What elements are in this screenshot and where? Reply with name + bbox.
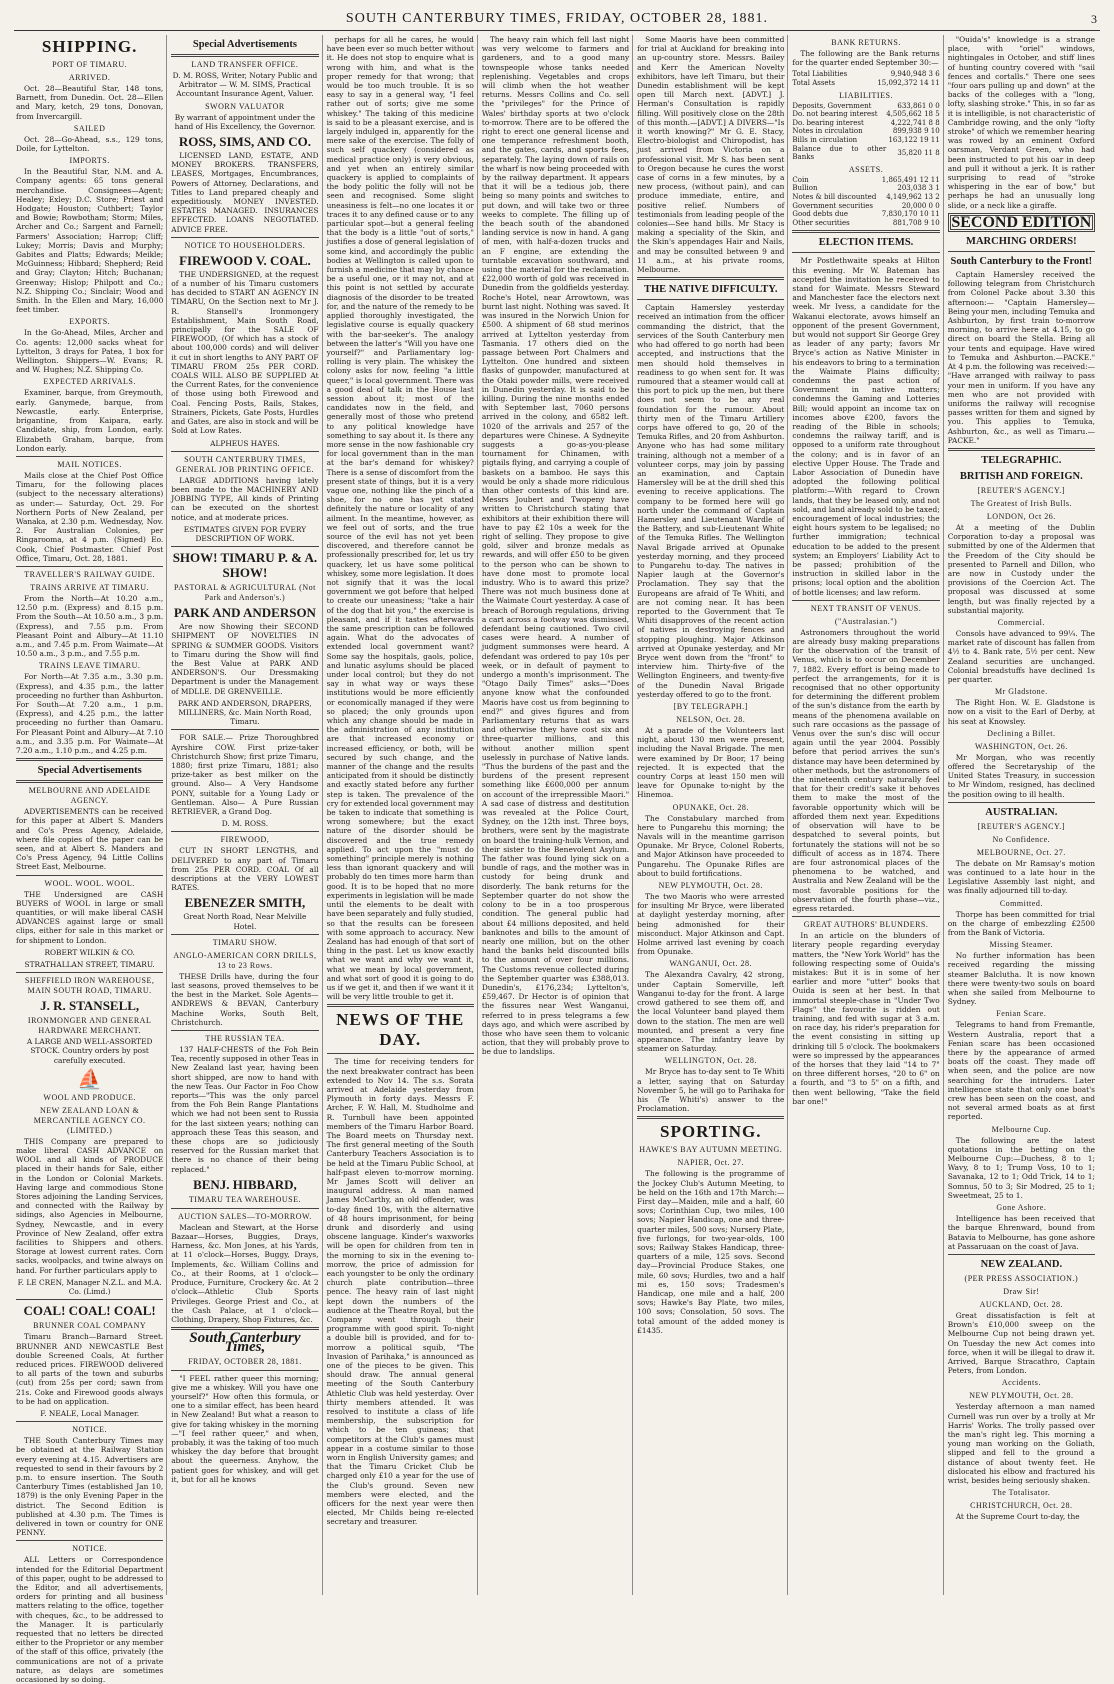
firewood-text: THE UNDERSIGNED, at the request of a number of his Timaru customers has decided to START AN AGENCY IN TIMARU, On the Section next to Mr J. R. Stansell's Ironmongery Establishment, Main South Road, principally for the SALE OF FIREWOOD, (Of which has a stock of about 100,000 cords) and will deliver it cut in short lengths to ANY PART OF TIMARU FROM 25s PER CORD. COALS WILL ALSO BE SUPPLIED At the Current Rates, for the convenience of those using both Firewood and Coal. Fencing Posts, Rails, Stakes, Strainers, Pickets, Gate Posts, Hurdles and Gates, are also in stock and will be Sold at Low Rates. (171, 269, 319, 436)
bank-returns-intro: The following are the Bank returns for the quarter ended September 30:— (792, 49, 940, 68)
row-value: 163,122 19 11 (888, 135, 940, 144)
new-zealand-heading: NEW ZEALAND. (980, 1258, 1063, 1270)
job-printing-text: LARGE ADDITIONS having lately been made to the MACHINERY AND JOBBING TYPE, All kinds of Printing can be executed on the shortest notice, and at moderate prices. (171, 475, 319, 522)
stansell-text: A LARGE AND WELL-ASSORTED STOCK. Country orders by post carefully executed. (26, 1037, 153, 1065)
subheading: Fenian Scare. (996, 1009, 1047, 1019)
imports-heading: IMPORTS. (69, 156, 110, 166)
authors-blunders-text: In an article on the blunders of literary people regarding everyday matters, the "New York World" has the following respecting some of Ouida's mistakes: But it is in some of her earlier and more "utter" books that Ouida is seen at her best. In that immortal steeple-chase in "Under Two Flags" the favourite is ridden out training, and fed with sugar at 3 a.m. on race day, his rider's preparation for the event consisting in sitting up drinking till 5 o'clock. The bookmakers were so impressed by the appearances of the horses that they laid "14 to 7" on three different horses, "20 to 6" on a fourth, and "3 to 5" on a fifth, and then went bellowing, "Take the field bar one!" (792, 931, 940, 1106)
row-value: 899,938 9 10 (892, 127, 940, 136)
venus-source: ("Australasian.") (834, 616, 898, 626)
dispatch-text: No further information has been received regarding the missing steamer Balclutha. It is now known there were twenty-two souls on board when she sailed from Melbourne to Sydney. (947, 951, 1095, 1007)
row-label: Total Assets (792, 79, 835, 87)
row-label: Balance due to other Banks (792, 144, 887, 162)
brunner-signature: F. NEALE, Local Manager. (40, 1408, 140, 1418)
divider (16, 1299, 163, 1300)
expected-heading: EXPECTED ARRIVALS. (43, 377, 136, 387)
dispatch-text: At the Supreme Court to-day, the (955, 1512, 1080, 1522)
authors-continued-text: "Ouida's" knowledge is a strange place, with "oriel" windows, nightingales in October, and stiff lines of hunting country covered with "sail fences and cortalls." There one sees "four oars pulling up and down" at the backs of the colleges with a "long, lofty, slashing stroke." This, in so far as it is intelligible, is not characteristic of Cambridge rowing, and the only "lofty stroke" of which we remember hearing was rowed by an eminent Oxford oarsman, Verdant Green, who had been instructed to put his oar in deep and pull it without a jerk. It is rather surprising to read of "stroke whispering in the ear of bow," but perhaps he had an unusually long slide, or a neck like a giraffe. (947, 35, 1095, 210)
wilkin-address: STRATHALLAN STREET, TIMARU. (24, 960, 155, 970)
nzloan-signature: F. LE CREN, Manager N.Z.L. and M.A. Co. (Limd.) (17, 1277, 162, 1297)
dispatch-text: Telegrams to hand from Fremantle, Western Australia, report that a Fenian scare has been occasioned there by the appearance of armed boats off the coast. They made off when seen, and the police are now searching for the intruders. Later intelligence state that only one boat's crew has been seen on the coast, and not several armed boats as at first reported. (947, 1020, 1095, 1122)
divider (792, 252, 939, 253)
dateline: NELSON, Oct. 28. (676, 715, 746, 725)
column-7 (948, 35, 1098, 1595)
arrived-heading: ARRIVED. (68, 73, 111, 82)
brunner-text: Timaru Branch—Barnard Street. BRUNNER AND NEWCASTLE Best double Screened Coals, At further reduced prices. FIREWOOD delivered to all parts of the town and suburbs (cut) from 25s per cord; sawn from 21s. Coke and Firewood goods always to be had on application. (16, 1332, 164, 1406)
rail-leave-heading: TRAINS LEAVE TIMARU. (38, 661, 141, 671)
brunner-heading: BRUNNER COAL COMPANY (33, 1321, 147, 1331)
columns (14, 35, 1100, 1684)
dateline: MELBOURNE, Oct. 27. (976, 847, 1066, 857)
park-anderson-signature: PARK AND ANDERSON, DRAPERS, MILLINERS, &c. Main North Road, Timaru. (178, 698, 312, 727)
hawkes-bay-heading: HAWKE'S BAY AUTUMN MEETING. (639, 1145, 783, 1155)
subheading: Committed. (999, 898, 1043, 908)
divider (327, 1053, 474, 1054)
russian-tea-text: 137 HALF-CHESTS of the Foh Bein Tea, recently supposed in other Teas in New Zealand last year, having been short shipped, are now to hand with the new Teas. Our Factor in Foo Chow reports—"This was the only parcel from the Foh Bein Range Plantations which we had not been sent to Russia for the last sixteen years; nothing can approach these Teas this season, and these chops are so judiciously reserved for the Russian market that there is no chance of their being replaced." (171, 1045, 319, 1174)
dateline: WELLINGTON, Oct. 28. (664, 1056, 757, 1066)
column-5 (637, 35, 788, 1595)
divider (16, 1421, 163, 1422)
exports-heading: EXPORTS. (69, 317, 111, 327)
agency-credit: [REUTER'S AGENCY.] (977, 485, 1065, 495)
expected-text: Examiner, barque, from Greymouth, early. Ganymede, barque, from Newcastle, early. Enterprise, brigantine, from Kaipara, early. Candidate, ship, from London, early. Elizabeth Graham, barque, from London early. (16, 388, 164, 453)
wool-text: THE Undersigned are CASH BUYERS of WOOL in large or small quantities, or will make liberal CASH ADVANCES against large or small clips, either for sale in this market or for shipment to London. (16, 889, 164, 945)
marching-orders-heading: MARCHING ORDERS! (966, 236, 1077, 248)
masthead-date: FRIDAY, OCTOBER 28, 1881. (188, 1356, 302, 1366)
divider (171, 729, 318, 730)
dispatch-text: The debate on Mr Ramsay's motion was continued to a late hour in the Legislative Assembly last night, and was finally adjourned till to-day. (947, 858, 1095, 896)
divider (171, 546, 318, 547)
park-anderson-heading: PARK AND ANDERSON (173, 605, 316, 621)
timaru-show-heading: TIMARU SHOW. (212, 937, 278, 947)
sailing-ship-icon: ⛵ (77, 1066, 103, 1091)
dateline: AUCKLAND, Oct. 28. (979, 1299, 1064, 1309)
dispatch-text: At a parade of the Volunteers last night, about 130 men were present, including the Naval Brigade. The men were examined by Dr Boor, 17 being rejected. It is expected that the country Corps at least 150 men will leave for Opunake to-night by the Hinemoa. (637, 726, 785, 800)
news-continued-text: Some Maoris have been committed for trial at Auckland for breaking into an up-country store. Messrs. Bailey and Kerr the American Novelty exhibitors, have left Timaru, but their Dunedin establishment will be kept open till March next. [ADVT.] J. Herman's Consultation is rapidly filling. Will positively close on the 28th of this month.—[ADVT.] A DIVERS—"Is it worth knowing?" Mr G. E. Stacy, Electro-biologist and Chiropodist, has just arrived from Victoria on a professional visit. Mr S. has been sent to Oregon because he cures the worst case of corns in a few minutes, by a new process, (without pain), and can produce immediate, entire, and positive relief. Numbers of testimonials from leading people of the colonies—See hand bills. Mr Stacy is making a speciality of the Skin, and the Skin's appendages Hair and Nails, and may be consulted between 9 and 11 a.m., at his private rooms, Melbourne. (637, 35, 785, 275)
nzloan-heading: NEW ZEALAND LOAN & MERCANTILE AGENCY CO. (LIMITED.) (33, 1105, 146, 1135)
native-difficulty-text: Captain Hamersley yesterday received an intimation from the officer commanding the district, that the services of the South Canterbury men who had offered to go north had been accepted, and instructions that the men should hold themselves in readiness to go when sent for. It was rumoured that a steamer would call at this port to pick up the men, but there does not seem to be any real foundation for the rumour. About thirty men of the Timaru Artillery corps have offered to go, 20 of the Temuka Rifles, and 20 from Ashburton. Anyone who has had some military training, although not a member of a volunteer corps, may join by passing an examination, and Captain Hamersley will be at the drill shed this evening to receive applications. The company to be formed here will go north under the command of Captain Hamersley and Lieutenant Wardle of the Battery, and sub-Lieutenant White of the Temuka Rifles. The Wellington Naval Brigade arrived at Opunake yesterday morning, and they proceed to Pungarehu to-day. The natives in Napier laugh at the Governor's Proclamation. They say that the Europeans are afraid of Te Whiti, and are not coming near. It has been reported to the Government that Te Whiti disapproves of the recent action of natives in destroying fences and stopping ploughing. Major Atkinson arrived at Opunake yesterday, and Mr Bryce went down from the "front" to interview him. Thirty-five of the Wellington Engineers, and twenty-five of the Dunedin Naval Brigade yesterday offered to go to the front. (637, 303, 785, 699)
row-label: Good debts due (792, 210, 848, 219)
ross-sims-heading: ROSS, SIMS, AND CO. (178, 134, 312, 150)
dateline: WANGANUI, Oct. 28. (669, 959, 753, 969)
row-label: Other securities (792, 218, 850, 227)
divider (327, 1004, 474, 1007)
dispatch-text: At a meeting of the Dublin Corporation to-day a proposal was submitted by one of the Aldermen that the Freedom of the City should be presented to Parnell and Dillon, who are now in Custody under the provisions of the Coercion Act. The proposal was discussed at some length, but was finally rejected by a substantial majority. (947, 522, 1095, 615)
stansell-subtitle: IRONMONGER AND GENERAL HARDWARE MERCHANT. (27, 1016, 152, 1036)
row-label: Do. not bearing interest (792, 110, 878, 119)
divider (171, 54, 318, 57)
divider (171, 1030, 318, 1031)
melbourne-agency-text: ADVERTISEMENTS can be received for this paper at Albert S. Manders and Co's Press Agency, Adelaide, where file copies of the paper can be seen, and at Albert S. Manders and Co's Press Agency, 94 Little Collins Street East, Melbourne. (16, 807, 164, 872)
row-label: Bills in circulation (792, 135, 858, 144)
divider (16, 566, 163, 567)
agency-credit: [REUTER'S AGENCY.] (977, 821, 1065, 831)
divider (171, 451, 318, 452)
subheading: The Totalisator. (992, 1488, 1051, 1498)
park-anderson-text: Are now Showing their SECOND SHIPMENT OF NOVELTIES IN SPRING & SUMMER GOODS. Visitors to Timaru during the Show will find the Best Value at PARK AND ANDERSON'S. Our Dressmaking Department is under the Management of MDLLE. DE GRENVEILLE. (171, 622, 319, 696)
marching-orders-text: Captain Hamersley received the following telegram from Christchurch from Colonel Packe about 3.30 this afternoon:— "Captain Hamersley—Being your men, including Temuka and Ashburton, by first train to-morrow morning, to arrive here at 4.15, to go direct on board the Stella. Bring all your tents and equipage. Have wired to Temuka and Ashburton.—PACKE." At 4 p.m. the following was received:— "Have arranged with railway to pass your men in uniform. If you have any men who are not provided with uniforms the railway will recognise passes written for them and signed by you. This applies to Temuka, Ashburton, &c., as well as Timaru.—PACKE." (947, 270, 1095, 445)
leader-text: "I FEEL rather queer this morning; give me a whiskey. Will you have one yourself?" How often this formula, or one to a similar effect, has been heard in New Zealand! But what a reason to give for taking whiskey in the morning—"I feel rather queer," and when, probably, it was the taking of too much whiskey the day before that brought about the queerness. Anyhow, the patient goes for whiskey, and will get it, but for all he knows (171, 1373, 319, 1484)
subheading: Commercial. (997, 617, 1045, 627)
divider (171, 831, 318, 832)
row-label: Government securities (792, 201, 874, 210)
table-row (792, 119, 939, 128)
dateline: NEW PLYMOUTH, Oct. 28. (969, 1391, 1074, 1401)
agency-credit: (PER PRESS ASSOCIATION.) (964, 1273, 1079, 1283)
subheading: Gone Ashore. (996, 1203, 1047, 1213)
job-estimates: ESTIMATES GIVEN FOR EVERY DESCRIPTION OF WORK. (183, 524, 307, 543)
column-6 (792, 35, 943, 1595)
second-edition-heading: SECOND EDITION (951, 213, 1092, 231)
row-value: 4,505,662 18 5 (886, 110, 940, 119)
row-label: Notes & bill discounted (792, 192, 877, 201)
job-printing-heading: SOUTH CANTERBURY TIMES, GENERAL JOB PRINTING OFFICE. (175, 454, 314, 474)
melbourne-agency-heading: MELBOURNE AND ADELAIDE AGENCY. (28, 786, 151, 806)
rail-leave-text: For North—At 7.35 a.m., 3.30 p.m. (Express), and 4.35 p.m., the latter proceeding no further than Ashburton. For South—At 7.20 a.m., 1 p.m. (Express), and 4.25 p.m., the latter proceeding no further than Oamaru. For Pleasant Point and Albury—At 7.10 a.m., and 3.35 p.m. For Waimate—At 7.20 a.m., 1.10 p.m., and 4.25 p.m. (16, 672, 164, 755)
divider (171, 237, 318, 238)
divider (171, 1370, 318, 1371)
table-row (792, 136, 939, 145)
table-row (792, 79, 939, 88)
divider (16, 1540, 163, 1541)
table-row (792, 202, 939, 211)
news-continued-text: The heavy rain which fell last night was very welcome to farmers and gardeners, and to a good many townspeople whose tanks needed replenishing. Vegetables and crops will climb when the hot weather returns. Messrs Collins and Co. sell the "privileges" for the Prince of Wales' birthday sports at two o'clock to-morrow. There are to be offered the right to erect one general license and one temperance refreshment booth, and the gates, cards, and sports fees, separately. The laying down of rails on the wharf is now being proceeded with by the railway department. It appears that it will be a tedious job, there being so many points and switches to put down, and will take two or three weeks to complete. The filling up of the beach south of the abandoned landing service is now in hand. A gang of men, with half-a-dozen trucks and an F engine, are extending the turntable excavation southward, and using the material for the reclamation. £22,000 worth of gold was received in Dunedin from the goldfields yesterday. Roche's Hotel, near Arrowtown, was burnt last night. Nothing was saved. It was insured in the Norwich Union for £500. A shipment of 68 stud merinos arrived at Lyttelton yesterday from Tasmania. 17 others died on the passage between Port Chalmers and Lyttelton. One hundred and sixteen flasks of gunpowder, manufactured at the Otaki powder mills, were received in Dunedin yesterday. It is said to be killing. During the nine months ended with September last, 7060 persons arrived in the colony, and 6582 left. 1020 of the arrivals and 257 of the departures were Chinese. A Sydneyite suggests a go-as-you-please tournament for Chinamen, with pigtails flying, and carrying a couple of baskets on a bamboo. He says this would be only a shade more ridiculous than other contests of this kind are. Messrs Joubert and Twopeny have written to Christchurch stating that exhibitors at their exhibition there will have to pay £2 10s a week for the right of selling. They propose to give gold, silver and bronze medals as rewards, and will offer £50 to be given to the person who can be shown to have done most to promote local industry. Who is to award this prize? There was not much business done at the Waimate Court yesterday. A case of breach of Borough regulations, driving a cart across a footway was dismissed, defendant being cautioned. Two civil cases were heard. A number of judgment summonses were heard. A defendant was ordered to pay 10s per week, or in default of payment to undergo a month's imprisonment. The "Otago Daily Times" asks—"Does anyone know what the confounded Maoris have cost us from beginning to end?" and gives figures and from Parliamentary returns that as wars and otherwise they have cost six and three-quarter millions, and this without another million spent uselessly in purchase of Native lands. "Thus the burdens of the past and the burdens of the present represent something like £600,000 per annum on account of the irrepressible Maori." A sad case of distress and destitution was revealed at the Police Court, Sydney, on the 12th inst. Three boys, brothers, were sent by the magistrate on board the training-hulk Vernon, and their sister to the Benevolent Asylum. The father was found lying sick on a bundle of rags, and the mother was in custody for being drunk and disorderly. The bank returns for the September quarter do not show the colony to be in a too prosperous condition. The general public had about £4 millions deposited, and held banknotes and bills to the amount of nearly one million, but on the other hand the banks held discounted bills to the amount of over four millions. The Customs revenue collected during the September quarter was £388,013. Dunedin's, £176,234; Lyttelton's, £59,467. Dr Hector is of opinion that the fissures near West Wanganui, referred to in press telegrams a few days ago, and which were ascribed by those who have seen them to volcanic action, that they will probably prove to be due to landslips. (481, 35, 630, 1057)
notice-text: THE South Canterbury Times may be obtained at the Railway Station every evening at 4.15. Advertisers are requested to send in their favours by 2 p.m. to ensure insertion. The South Canterbury Times (established Jan 10, 1879) is the only Evening Paper in the district. The Second Edition is published at 4.30 p.m. The Times is delivered in town or country for ONE PENNY. (16, 1436, 164, 1538)
row-value: 15,092,372 14 11 (877, 79, 940, 87)
special-ads-heading: Special Advertisements (37, 765, 142, 777)
row-value: 203,038 3 1 (897, 184, 940, 193)
native-difficulty-heading: THE NATIVE DIFFICULTY. (644, 284, 778, 296)
dispatch-text: Mr Morgan, who was recently offered the Secretaryship of the United States Treasury, in succession to Mr Windom, resigned, has declined the position owing to ill health. (947, 752, 1095, 799)
row-label: Total Liabilities (792, 70, 848, 79)
householders-heading: NOTICE TO HOUSEHOLDERS. (184, 240, 306, 250)
dispatch-text: Consols have advanced to 99¼. The market rate of discount has fallen from 4½ to 4. Bank rate, 5½ per cent. New Zealand securities are unchanged. Colonial breadstuffs have declined 1s per quarter. (947, 628, 1095, 684)
shipping-heading: SHIPPING. (41, 37, 138, 56)
table-row (792, 176, 939, 185)
sworn-valuator-text: By warrant of appointment under the hand of His Excellency, the Governor. (174, 112, 316, 131)
liabilities-heading: LIABILITIES. (839, 90, 893, 100)
by-telegraph: [BY TELEGRAPH.] (673, 702, 748, 712)
assets-table (792, 176, 939, 228)
dateline: NEW PLYMOUTH, Oct. 28. (658, 881, 763, 891)
sworn-valuator-heading: SWORN VALUATOR (205, 101, 285, 111)
row-value: 35,820 11 8 (897, 148, 940, 157)
arrived-text: Oct. 28—Beautiful Star, 148 tons, Barnett, from Dunedin. Oct. 28—Ellen and Mary, ketch, 29 tons, Donovan, from Invercargill. (16, 84, 164, 121)
subheading: Mr Gladstone. (994, 687, 1048, 697)
dateline: LONDON, Oct 26. (986, 511, 1056, 521)
ross-sims-names: D. M. ROSS, Writer, Notary Public and Arbitrator — W. M. SIMS, Practical Accountant Insurance Agent, Valuer. (172, 71, 318, 99)
divider (171, 934, 318, 935)
table-row (792, 127, 939, 136)
show-subtitle: PASTORAL & AGRICULTURAL (Not Park and Anderson's.) (174, 583, 316, 603)
hawkes-bay-text: The following is the programme of the Jockey Club's Autumn Meeting, to be held on the 16th and 17th March:— First day—Maiden, mile and a half, 60 sovs; Corinthian Cup, two miles, 100 sovs; Napier Handicap, one and three-quarter miles, 500 sovs; Nursery Plate, five furlongs, for two-year-olds, 100 sovs; Railway Stakes Handicap, three-quarters of a mile, 125 sovs. Second day—Provincial Produce Stakes, one mile, 60 sovs; Hurdles, two and a half mi es, 150 sovs; Tradesmen's Handicap, one mile and a half, 200 sovs; Hawke's Bay Plate, two miles, 100 sovs; Consolation, 50 sovs. The total amount of the added money is £1435. (637, 1169, 785, 1335)
dispatch-text: The Alexandra Cavalry, 42 strong, under Captain Somerville, left Wanganui to-day for the front. A large crowd gathered to see them off, and the local Volunteer band played them down to the station. The men are well mounted, and present a very fine appearance. The infantry leave by steamer on Saturday. (637, 970, 785, 1054)
british-foreign-heading: BRITISH AND FOREIGN. (959, 470, 1083, 482)
row-value: 1,865,491 12 11 (881, 175, 940, 184)
newspaper-masthead: South Canterbury Times, (189, 1330, 301, 1356)
page-header-title: SOUTH CANTERBURY TIMES, FRIDAY, OCTOBER 28, 1881. (345, 11, 769, 26)
table-row (792, 219, 939, 228)
subheading: The Greatest of Irish Bulls. (970, 498, 1072, 508)
firewood-coal-heading: FIREWOOD V. COAL. (179, 252, 311, 268)
row-value: 4,222,741 8 8 (890, 118, 940, 127)
page-number: 3 (1091, 11, 1098, 26)
divider (637, 1116, 784, 1119)
election-items-text: Mr Postlethwaite speaks at Hilton this evening. Mr W. Bateman has accepted the invitation he received to stand for Waimate. Messrs Steward and Manchester face the electors next week. Mr Ivess, a candidate for the Wakanui electorate, avows himself an opponent of the present Government, but would not support Sir George Grey as leader of any party; favors Mr Bryce's action as Native Minister in his endeavors to bring to a termination the Waimate Plains difficulty; condemns the past action of Government in native matters; condemns the Gaming and Lotteries Bill; would appoint an income tax on incomes above £200, favors the reading of the Bible in schools; condemns the railway tariff, and is opposed to a uniform rate throughout the colony; and is in favor of an elective Upper House. The Trade and Labor Association of Dunedin have adopted the following political platform:—With regard to Crown lands, that they be leased only, and not sold, and land already sold to be taxed; encouragement of local industries; the eight hours system to be legalised; no further immigration; technical education to be added to the present system; an Employers' Liability Act to be passed; prohibition of the instruction in skilled labor in the prisons; local option and the abolition of bottle licenses; and law reform. (792, 256, 940, 597)
smith-name: EBENEZER SMITH, (184, 895, 306, 911)
dateline: OPUNAKE, Oct. 28. (672, 802, 749, 812)
dateline: WASHINGTON, Oct. 26. (974, 741, 1068, 751)
row-value: 633,861 0 0 (897, 101, 940, 110)
firewood-signature: ALPHEUS HAYES. (210, 438, 280, 448)
hibbard-subtitle: TIMARU TEA WAREHOUSE. (188, 1194, 302, 1204)
row-value: 4,149,962 13 2 (886, 192, 940, 201)
coal-heading: COAL! COAL! COAL! (23, 1303, 156, 1319)
dateline: NAPIER, Oct. 27. (677, 1158, 744, 1168)
divider (171, 1208, 318, 1209)
dispatch-text: Intelligence has been received that the barque Ehrenward, bound from Batavia to Melbourne, has gone ashore at Passaruaan on the coast of Java. (947, 1214, 1095, 1251)
auction-text: Maclean and Stewart, at the Horse Bazaar—Horses, Buggies, Drays, Harness, &c. Mon Jones, at his Yards, at 11 o'clock—Horses, Buggy, Drays, Implements, &c. William Collins and Co., at their Rooms, at 1 o'clock—Produce, Furniture, Crockery &c. At 2 o'clock—Athletic Club Sports Privileges. George Priest and Co., at the Cash Palace, at 1 o'clock—Clothing, Drapery, Shop Fixtures, &c. (171, 1222, 319, 1324)
nzloan-text: THIS Company are prepared to make liberal CASH ADVANCE on WOOL and all kinds of PRODUCE placed in their hands for Sale, either in the London or Colonial Markets. Having large and commodious Stone Stores adjoining the Landing Services, and connected with the Railway by sidings, also Agencies in Melbourne, Sydney, Newcastle, and in every Province of New Zealand, offer extra facilities to Shippers and others. Storage at lowest current rates. Corn sacks, woolpacks, and twine always on hand. For further particulars apply to (16, 1136, 164, 1275)
dispatch-text: Yesterday afternoon a man named Curnell was run over by a trolly at Mr Harris' Works. The trolly passed over the man's right leg. This morning a young man working on the Goliath, slipped and fell to the ground a distance of about twenty feet. He dislocated his elbow and fractured his wrist, besides being seriously shaken. (947, 1402, 1095, 1485)
firewood-text: CUT IN SHORT LENGTHS, and DELIVERED to any part of Timaru from 25s PER CORD. COAL Of all descriptions at the VERY LOWEST RATES. (171, 846, 319, 893)
news-of-day-heading: NEWS OF THE DAY. (336, 1010, 465, 1050)
subheading: Draw Sir! (1003, 1286, 1040, 1296)
dispatch-text: The Constabulary marched from here to Pungarehu this morning; the Navals will in the meantime garrison Opunake. Mr Bryce, Colonel Roberts, and Major Atkinson have proceeded to Pungarehu. The Opunake Rifles are about to build fortifications. (637, 813, 785, 878)
row-value: 7,830,170 10 11 (881, 210, 940, 219)
divider (792, 230, 939, 233)
divider (16, 456, 163, 457)
liabilities-table (792, 102, 939, 162)
news-text: The time for receiving tenders for the next breakwater contract has been extended to Nov 14. The s.s. Sorata arrived at Adelaide yesterday from Plymouth in forty days. Messrs F. Archer, F. W. Hall, M. Studholme and R. Turnbull have been appointed members of the Timaru Harbor Board. The Board meets on Thursday next. The first general meeting of the South Canterbury Teachers Association is to be held at the Timaru Public School, at half-past eleven to-morrow morning. Mr James Scott will deliver an inaugural address. A man named James McCarthy, an old offender, was to-day fined 10s, with the alternative of 48 hours imprisonment, for being drunk and disorderly and using obscene language. Kinder's waxworks will be open for children from ten in the morning to six in the evening to-morrow, the price of admission for each youngster to be only the ordinary church plate contribution—three pence. The heavy rain of last night kept down the numbers of the audience at the Theatre Royal, but the Company went through their programme with good spirit. To-night a double bill is provided, and for to-morrow a political squib, "The Invasion of Parihaka," is announced as one of the pieces to be given. This should draw. The annual general meeting of the South Canterbury Athletic Club was held yesterday. Over thirty members attended. It was resolved to institute a class of life membership, the subscription for which to be ten guineas; that competitors at the Club's games must appear in a costume similar to those worn in English University games; and that the Timaru Cricket Club be charged only £10 a year for the use of the Club's ground. Seven new members were elected, and the officers for the next year were then elected, Mr Childs being re-elected secretary and treasurer. (326, 1057, 474, 1527)
notice-heading: NOTICE. (72, 1544, 108, 1554)
sporting-heading: SPORTING. (660, 1122, 762, 1142)
page-header (14, 8, 1100, 31)
divider (16, 758, 163, 761)
telegraphic-heading: TELEGRAPHIC. (981, 454, 1062, 466)
sheffield-heading: SHEFFIELD IRON WAREHOUSE, MAIN SOUTH ROAD, TIMARU. (24, 976, 155, 996)
divider (792, 916, 939, 917)
subheading: No Confidence. (992, 834, 1051, 844)
wilkin-name: ROBERT WILKIN & CO. (44, 947, 135, 957)
column-2 (171, 35, 322, 1595)
row-value: 881,708 9 10 (892, 218, 940, 227)
dispatch-text: Thorpe has been committed for trial on the charge of embezzling £2500 from the Bank of Victoria. (947, 909, 1095, 938)
row-label: Deposits, Government (792, 101, 872, 110)
column-3 (327, 35, 478, 1595)
divider (948, 448, 1095, 451)
table-row (792, 145, 939, 162)
firewood-heading: FIREWOOD, (220, 835, 270, 845)
dispatch-text: The following are the latest quotations in the betting on the Melbourne Cup:—Duchess, 8 to 1; Wavy, 8 to 1; Trump Voss, 10 to 1; Savanaka, 12 to 1; Odd Trick, 14 to 1; Somnus, 50 to 3; Sir Modred, 25 to 1; Sweetmeat, 25 to 1. (947, 1135, 1095, 1200)
subheading: Missing Steamer. (989, 940, 1054, 950)
sailed-heading: SAILED (73, 123, 106, 133)
bank-returns-heading: BANK RETURNS. (831, 38, 901, 47)
port-heading: PORT OF TIMARU. (52, 60, 128, 69)
sailed-text: Oct. 28—Go-Ahead, s.s., 129 tons, Doile, for Lyttelton. (16, 134, 164, 154)
show-heading: SHOW! TIMARU P. & A. SHOW! (172, 550, 318, 581)
row-value: 9,940,948 3 6 (890, 70, 940, 79)
venus-text: Astronomers throughout the world are already busy making preparations for the observation of the transit of Venus, which is to occur on December 7, 1882. Every effort is being made to perfect the arrangements, for it is recognised that no other opportunity for determining the different problem of the sun's distance from the earth by means of the phenomena available on such rare occasions as the passage of Venus over the sun's disc will occur again until the year 2004. Possibly before that period arrives the sun's distance may have been determined by other methods, but the astronomers of the nineteenth century naturally feel that for their credit's sake it behoves them to make the most of the favorable opportunity which will be afforded them next year. Expeditions of observation will have to be despatched to several points, but fortunately the stations will not be so difficult of access as in 1874. There are four astronomical places of the phenomena to be watched, and Australia and New Zealand will be the most favorable positions for the observation of the fourth phase—viz., egress retarded. (792, 627, 940, 913)
exports-text: In the Go-Ahead, Miles, Archer and Co. agents: 12,000 sacks wheat for Lyttelton, 3 drays for Patea, 1 box for Wellington. Shippers—W. Evans; R. and W. Hughes; N.Z. Shipping Co. (16, 328, 164, 375)
hibbard-name: BENJ. HIBBARD, (193, 1176, 297, 1192)
for-sale-text: FOR SALE.— Prize Thoroughbred Ayrshire COW. First prize-taker Christchurch Show; first prize Timaru, 1880; first prize Timaru, 1881; also prize-taker as best milker on the ground. Also— A Very Handsome PONY, suitable for a Young Lady or Gentleman. Also— A Pure Russian RETRIEVER, a Grand Dog. (171, 733, 319, 816)
divider (792, 600, 939, 601)
assets-heading: ASSETS. (848, 164, 884, 174)
authors-blunders-heading: GREAT AUTHORS' BLUNDERS. (803, 920, 929, 930)
table-row (792, 184, 939, 193)
mail-heading: MAIL NOTICES. (57, 459, 122, 469)
corn-drills-text: THESE Drills have, during the four last seasons, proved themselves to be the best in the Market. Sole Agents— ANDREWS & BEVAN, Canterbury Machine Works, South Belt, Christchurch. (171, 971, 319, 1027)
subheading: Accidents. (1001, 1378, 1041, 1388)
imports-text: In the Beautiful Star, N.M. and A. Company agents: 65 tons general merchandise. Consignees—Agent; Healey; Exley; D.C. Store; Priest and Hodgate; Houston; Cuthbert; Taylor and Bowie; Rowbotham; Storm; Miles, Archer and Co.; Sargent and Farnell; Farmers' Association; Harrop; Cliff; Lukey; Morris; Davis and Murphy; Gabites and Platts; Edwards; Meikle; McGuinness; Hibbard; Shepherd; Reid and Gray; Clayton; Hitch; Buchanan; Greenway; Hislop; Philpott and Co.; N.Z. Shipping Co.; Sinclair; Wood and Smith. In the Ellen and Mary, 16,000 feet timber. (16, 167, 164, 315)
row-label: Do. bearing interest (792, 118, 864, 127)
table-row (792, 110, 939, 119)
auction-heading: AUCTION SALES—TO-MORROW. (178, 1211, 312, 1221)
russian-tea-heading: THE RUSSIAN TEA. (205, 1034, 285, 1044)
dispatch-text: The two Maoris who were arrested for insulting Mr Bryce, were liberated at daylight yesterday morning, after being admonished for their misconduct. Major Atkinson and Capt. Holme arrived last evening by coach from Opunake. (637, 892, 785, 957)
venus-heading: NEXT TRANSIT OF VENUS. (810, 603, 922, 613)
wool-produce-heading: WOOL AND PRODUCE. (43, 1092, 136, 1102)
divider (948, 1254, 1095, 1255)
table-row (792, 193, 939, 202)
table-row (792, 102, 939, 111)
rail-arrive-heading: TRAINS ARRIVE AT TIMARU. (30, 582, 150, 592)
divider (637, 299, 784, 300)
row-value: 20,000 0 0 (901, 201, 940, 210)
election-items-heading: ELECTION ITEMS. (818, 237, 914, 249)
land-transfer-heading: LAND TRANSFER OFFICE. (191, 60, 299, 69)
row-label: Coin (792, 175, 809, 184)
ross-sims-text: LICENSED LAND, ESTATE, AND MONEY BROKERS. TRANSFERS, LEASES, Mortgages, Encumbrances, Powers of Attorney, Declarations, and Titles to Land prepared cheaply and expeditiously. MONEY INVESTED. ESTATES MANAGED. INSURANCES EFFECTED. LOANS NEGOTIATED. ADVICE FREE. (171, 151, 319, 234)
wool-heading: WOOL. WOOL. WOOL. (44, 878, 135, 888)
divider (16, 875, 163, 876)
table-row (792, 210, 939, 219)
notice-heading: NOTICE. (72, 1425, 108, 1435)
sc-front-heading: South Canterbury to the Front! (950, 256, 1093, 268)
australian-heading: AUSTRALIAN. (985, 806, 1058, 818)
for-sale-signature: D. M. ROSS. (221, 819, 269, 829)
row-label: Notes in circulation (792, 127, 863, 136)
notice-text: ALL Letters or Correspondence intended for the Editorial Department of this paper, ought to be addressed to the Editor, and all advertisements, orders for printing and all business matters relating to the office, together with cheques, &c., to be addressed to the Manager. It is particularly requested that no letters be directed either to the Proprietor or any member of the staff of this office, privately (the communications are not of a private nature, as delays are sometimes occasioned by so doing. (16, 1555, 164, 1684)
smith-address: Great North Road, Near Melville Hotel. (183, 912, 307, 931)
column-4 (482, 35, 633, 1595)
divider (637, 277, 784, 280)
row-label: Bullion (792, 184, 818, 193)
dispatch-text: The Right Hon. W. E. Gladstone is now on a visit to the Earl of Derby, at his seat at Knowsley. (947, 698, 1095, 726)
stansell-name: J. R. STANSELL, (40, 998, 140, 1014)
dateline: CHRISTCHURCH, Oct. 28. (970, 1501, 1073, 1511)
divider (16, 972, 163, 973)
divider (16, 780, 163, 783)
dispatch-text: Great dissatisfaction is felt at Brown's £10,000 sweep on the Melbourne Cup not being drawn yet. On Tuesday the new Act comes into force, when it will be illegal to draw it. Arrived, Barque Stracathro, Captain Peters, from London. (947, 1310, 1095, 1376)
column-1 (16, 35, 167, 1684)
divider (948, 802, 1095, 803)
special-ads-heading: Special Advertisements (192, 39, 297, 50)
mail-text: Mails close at the Chief Post Office Timaru, for the following places (subject to the necessary alterations) as under:— Saturday, Oct. 29. For Northern Ports of New Zealand, per Wanaka, at 2.30 p.m. Wednesday, Nov. 2. For Australian Colonies, per Ringarooma, at 4 p.m. (Signed) Eo. Cook, Chief Postmaster. Chief Post Office, Timaru, Oct. 28, 1881. (16, 470, 164, 563)
rail-arrive-text: From the North—At 10.20 a.m., 12.50 p.m. (Express) and 8.15 p.m. From the South—At 10.50 a.m., 3 p.m. (Express), and 7.55 p.m. From Pleasant Point and Albury—At 11.10 a.m., and 7.45 p.m. From Waimate—At 10.50 a.m., 3 p.m., and 7.55 p.m. (16, 593, 164, 659)
leader-continued-text: perhaps for all he cares, he would have been ever so much better without it. He does not stop to enquire what is wrong with him, and what is the proper remedy for that wrong; that would be too much trouble. It is so easy to say in a general way, "I feel rather out of sorts; give me some whiskey." The taking of this medicine is said to be a pleasant exercise, and is largely indulged in, apparently for the mere sake of the exercise. The folly of such self quackery (considered as medical practice only) is very obvious, and yet when an entirely similar quackery is applied to complaints of the body politic the folly will not be seen and recognised. Some slight uneasiness is felt—no one locates it or traces it to any defined cause or to any particular spot—but a general feeling that the body is a little "out of sorts," justifies a dose of general legislation of some kind, and accordingly the public bodies at Wellington is called upon to furnish a medicine that may by chance be a useful one, or it may not, and at this point is not settled by accurate diagnosis of the disorder to be treated for, and the nature of the remedy to be applied thoroughly investigated, the legislative course is equally quackery with the bar-seeker's. The analogy between the latter's "Will you have one yourself?" and Parliamentary log-rolling is very plain. The whiskey the colony asks for now, feeling "a little queer," is local government. There was a good deal of talk in the House last session about it; most of the candidates now in the field, and generally most of those who pretend to any political knowledge have something to say about it. Is there any more sense in the now fashionable cry for local government than in the man at the bar's demand for whiskey? There is a sense of discomfort from the present state of things, but it is a very vague one, nothing like the pinch of a shoe, for no one has yet stated definitely the nature or locality of any ailment. In the meantime, however, as we feel out of sorts, and the true source of the evil has not yet been discovered, and therefore cannot be professionally prescribed for, let us try quackery, let us have some political whiskey, some more legislation. It does not signify that it was the local government we got before that helped to create our uneasiness; "take a hair of the dog that bit you," the exercise is pleasant, and if it tastes afterwards the same prescription can be followed again. What do the advocates of extended local government want? Some say the hospitals, gaols, police, and lunatic asylums should be placed under local control; but they do not say in what way or ways these institutions would be more efficiently or economically managed if they were so placed; the only grounds upon which any change should be made in the administration of any institution are that increased economy or increased efficiency, or both, will be secured by such change, and the manner of the change and the results anticipated from it should be distinctly and exactly stated before any further step is taken. The prevalence of the cry for extended local government may be taken to indicate that something is wrong somewhere; but the exact nature of the disorder should be discovered and the true remedy applied. To act upon the "must do something" principle merely is nothing less than ignorant quackery and will probably do ten times more harm than good. It is to be hoped that no more experiments in legislation will be made until the elements to be dealt with have been separately and fully studied, so that the results can be foreseen with some approach to accuracy. New Zealand has had enough of that sort of thing in the past. Let us know exactly what we want and why we want it, what we mean by local government, and what sort of good it is going to do us if we get it, and then if we want it it will be very little trouble to get it. (326, 35, 474, 1002)
second-edition-box (948, 213, 1095, 232)
corn-drills-heading: ANGLO-AMERICAN CORN DRILLS, 13 to 23 Rows. (173, 950, 317, 970)
subheading: Declining a Billet. (987, 728, 1056, 738)
dispatch-text: Mr Bryce has to-day sent to Te Whiti a letter, saying that on Saturday November 5, he will go to Parihaka for his (Te Whiti's) answer to the Proclamation. (637, 1067, 785, 1114)
subheading: Melbourne Cup. (991, 1124, 1052, 1134)
table-row (792, 70, 939, 79)
bank-totals-table (792, 70, 939, 87)
rail-heading: TRAVELLER'S RAILWAY GUIDE. (24, 569, 155, 579)
divider (948, 251, 1095, 252)
